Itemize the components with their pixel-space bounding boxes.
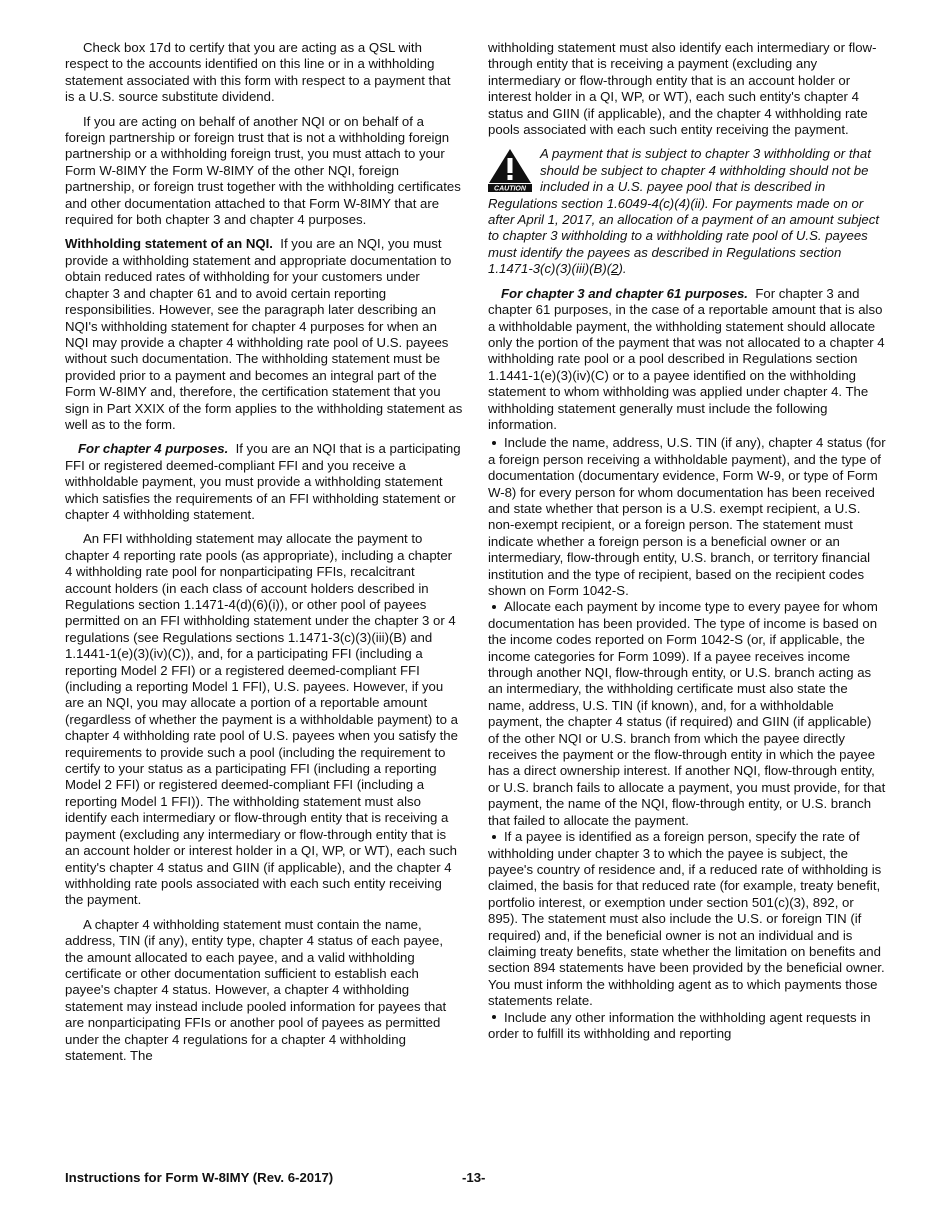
paragraph-qsl-checkbox: Check box 17d to certify that you are acting as a QSL with respect to the accounts identified on this line or in a withholding statement associated with this form with respect to a payment that is a U.S. source substitute dividend. — [65, 40, 451, 105]
paragraph-body: If you are an NQI, you must provide a withholding statement and appropriate documentation to obtain reduced rates of withholding for your customers under chapter 3 and chapter 61 and to avoid certain reporting responsibilities. However, see the paragraph later describing an NQI's withholding statement for chapter 4 purposes for when an NQI may provide a chapter 4 withholding rate pool of U.S. payees without such documentation. The withholding statement must be provided prior to a payment and becomes an integral part of the Form W-8IMY and, therefore, the certification statement that you sign in Part XXIX of the form applies to the withholding statement as well as to the form. — [65, 236, 463, 432]
caution-icon — [488, 148, 532, 192]
left-column — [65, 40, 463, 1072]
bullet-icon — [492, 835, 496, 839]
list-item-text: Allocate each payment by income type to every payee for whom documentation has been provided. The type of income is based on the income codes reported on Form 1042-S (or, if applicable, the income categories for Form 1099). If a payee receives income through another NQI, flow-through entity, or U.S. branch acting as an intermediary, the withholding certificate must also state the name, address, U.S. TIN (if known), and, for a withholdable payment, the chapter 4 status (if required) and GIIN (if applicable) of the other NQI or U.S. branch from which the payee directly receives the payment or the flow-through entity in which the payee has a direct ownership interest. If another NQI, flow-through entity, or U.S. branch fails to allocate a payment, you must provide, for that payment, the name of the NQI, flow-through entity, or U.S. branch that failed to allocate the payment. — [488, 599, 886, 828]
footer-form-title: Instructions for Form W-8IMY (Rev. 6-2017) — [65, 1170, 334, 1185]
list-item-text: Include any other information the withholding agent requests in order to fulfill its withholding and reporting — [488, 1009, 871, 1041]
list-item — [488, 829, 886, 1009]
bullet-icon — [492, 1015, 496, 1019]
bullet-icon — [492, 441, 496, 445]
paragraph-chapter3-61 — [488, 286, 886, 434]
paragraph-ffi-withholding-statement: An FFI withholding statement may allocate the payment to chapter 4 reporting rate pools (as appropriate), including a chapter 4 withholding rate pool for nonparticipating FFIs, recalcitrant account holders (in each class of account holders described in Regulations section 1.1471-4(d)(6)(i)), or other pool of payees permitted on an FFI withholding statement under the chapter 3 or 4 regulations (see Regulations sections 1.1471-3(c)(3)(iii)(B) and 1.1441-1(e)(3)(iv)(C)), and, for a participating FFI (including a reporting Model 2 FFI) or a registered deemed-compliant FFI (including a reporting Model 1 FFI), U.S. payees. However, if you are an NQI, you may allocate a portion of a reportable amount (regardless of whether the payment is a withholdable payment) to a chapter 4 withholding rate pool of U.S. payees when you satisfy the requirements to provide such a pool (including the requirement to certify to your status as a participating FFI (including a reporting Model 2 FFI) or registered deemed-compliant FFI (including a reporting Model 1 FFI)). The withholding statement must also identify each intermediary or flow-through entity that is receiving a payment (excluding any intermediary or flow-through entity that is an account holder or interest holder in a QI, WP, or WT), each such entity's chapter 4 status and GIIN (if applicable), and the chapter 4 withholding rate pools associated with each such entity receiving the payment. — [65, 531, 458, 908]
footer-page-number: -13- — [462, 1170, 486, 1185]
caution-label: CAUTION — [494, 186, 526, 193]
paragraph-other-nqi: If you are acting on behalf of another NQI or on behalf of a foreign partnership or foreign trust that is not a withholding foreign partnership or a withholding foreign trust, you must attach to your Form W-8IMY the Form W-8IMY of the other NQI, foreign partnership, or foreign trust together with the withholding certificates and other documentation attached to that Form W-8IMY that are required for both chapter 3 and chapter 4 purposes. — [65, 113, 461, 228]
bullet-icon — [492, 605, 496, 609]
paragraph-chapter4 — [65, 441, 463, 523]
list-item — [488, 1010, 886, 1043]
heading-withholding-statement-nqi: Withholding statement of an NQI. — [65, 236, 273, 252]
list-item — [488, 435, 886, 599]
caution-text: A payment that is subject to chapter 3 withholding or that should be subject to chapter 4 withholding should not be included in a U.S. payee pool that is described in Regulations section 1.6049-4(c)(4)(ii). For payments made on or after April 1, 2017, an allocation of a payment of an amount subject to chapter 3 withholding to a withholding rate pool of U.S. payees must identify the payees as described in Regulations section 1.1471-3(c)(3)(iii)(B)( — [488, 146, 879, 277]
list-item — [488, 599, 886, 829]
caution-text-end: ). — [618, 261, 627, 277]
paragraph-body: If you are an NQI that is a participating FFI or registered deemed-compliant FFI and you receive a withholdable payment, you must provide a withholding statement which satisfies the requirements of an FFI withholding statement or chapter 4 withholding statement. — [65, 441, 461, 522]
caution-note — [488, 146, 886, 277]
paragraph-withholding-statement — [65, 236, 463, 433]
heading-chapter4-purposes: For chapter 4 purposes. — [78, 441, 229, 457]
paragraph-continued: withholding statement must also identify each intermediary or flow-through entity that is receiving a payment (excluding any intermediary or flow-through entity that is an account holder or interest holder in a QI, WP, or WT), each such entity's chapter 4 status and GIIN (if applicable), and the chapter 4 withholding rate pools associated with each such entity receiving the payment. — [488, 40, 877, 138]
list-item-text: Include the name, address, U.S. TIN (if any), chapter 4 status (for a foreign person receiving a withholdable payment), and the type of documentation (documentary evidence, Form W-9, or type of Form W-8) for every person for whom documentation has been received and state whether that person is a U.S. exempt recipient, a U.S. non-exempt recipient, or a foreign person. The statement must indicate whether a foreign person is a beneficial owner or an intermediary, flow-through entity, U.S. branch, or territory financial institution and the type of recipient, based on the recipient codes shown on Form 1042-S. — [488, 435, 886, 598]
paragraph-body: For chapter 3 and chapter 61 purposes, in the case of a reportable amount that is also a withholdable payment, the withholding statement should allocate only the portion of the payment that was not allocated to a chapter 4 withholding rate pool or a pool described in Regulations section 1.1441-1(e)(3)(iv)(C) or to a payee identified on the withholding statement to whom withholding was applied under chapter 4. The withholding statement generally must include the following information. — [488, 285, 885, 432]
heading-chapter3-61-purposes: For chapter 3 and chapter 61 purposes. — [501, 285, 748, 301]
right-column — [488, 40, 886, 1042]
paragraph-chapter4-statement-contents: A chapter 4 withholding statement must contain the name, address, TIN (if any), entity type, chapter 4 status of each payee, the amount allocated to each payee, and a valid withholding certificate or other documentation sufficient to establish each payee's chapter 4 status. However, a chapter 4 withholding statement may instead include pooled information for payees that are nonparticipating FFIs or another pool of payees as permitted under the chapter 4 regulations for a chapter 4 withholding statement. The — [65, 916, 447, 1063]
list-item-text: If a payee is identified as a foreign person, specify the rate of withholding under chapter 3 to which the payee is subject, the payee's country of residence and, if a reduced rate of withholding is claimed, the basis for that reduced rate (for example, treaty benefit, portfolio interest, or exemption under section 501(c)(3), 892, or 895). The statement must also include the U.S. or foreign TIN (if required) and, if the beneficial owner is not an individual and is claiming treaty benefits, state whether the limitation on benefits and section 894 statements have been provided by the beneficial owner. You must inform the withholding agent as to which payments those statements relate. — [488, 829, 885, 1009]
caution-link[interactable]: 2 — [611, 261, 619, 277]
